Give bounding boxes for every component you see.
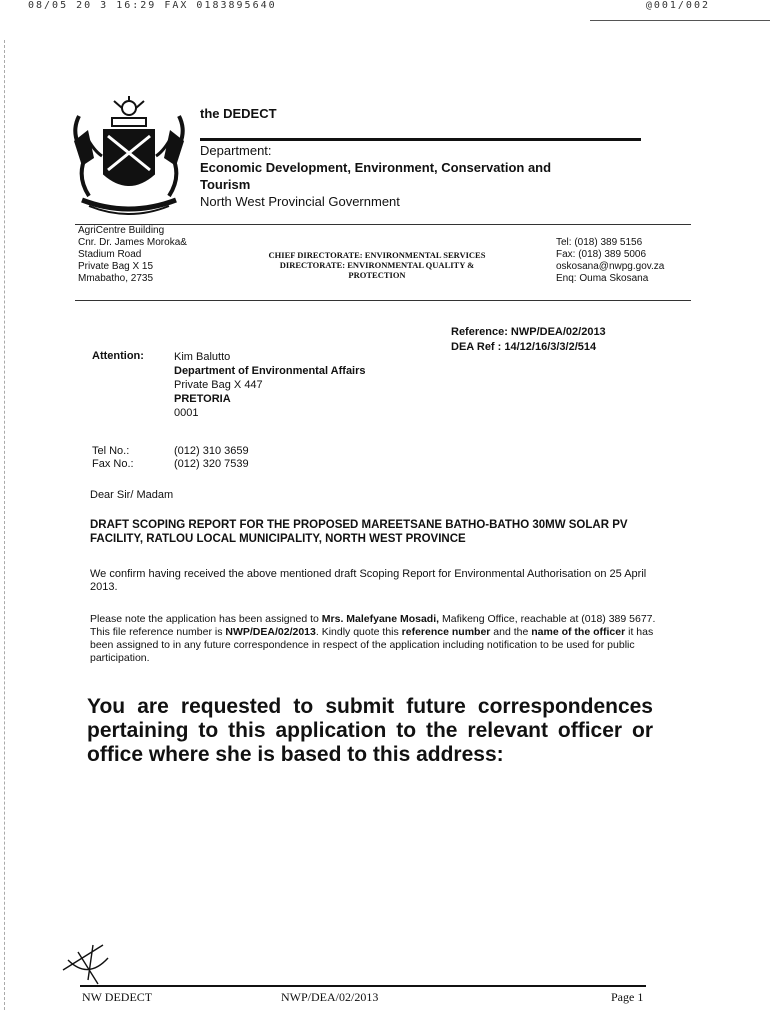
para-text: it has been assigned to in any future correspondence in respect of the application including notification to be used for public participation.	[90, 626, 654, 664]
address-bottom-rule	[75, 300, 691, 301]
notice-text: You are requested to submit future correspondences pertaining to this application to the relevant officer or office where she is based to this address:	[87, 695, 653, 766]
footer-reference: NWP/DEA/02/2013	[281, 990, 379, 1004]
fax-header-right: @001/002	[645, 0, 710, 11]
directorate-line: CHIEF DIRECTORATE: ENVIRONMENTAL SERVICES	[268, 250, 486, 260]
salutation: Dear Sir/ Madam	[90, 489, 174, 501]
attention-label: Attention:	[92, 350, 144, 362]
recipient-code: 0001	[174, 407, 199, 419]
postal-address	[78, 225, 187, 285]
fax-header-rule	[590, 20, 770, 21]
recipient-block	[174, 350, 366, 420]
contact-block	[556, 237, 664, 285]
coat-of-arms-icon	[64, 96, 194, 222]
recipient-name: Kim Balutto	[174, 351, 231, 363]
reference-number: Reference: NWP/DEA/02/2013	[451, 326, 606, 338]
contact-tel: Tel: (018) 389 5156	[556, 237, 643, 248]
contact-email: oskosana@nwpg.gov.za	[556, 261, 665, 272]
header-rule	[200, 138, 641, 141]
fax-label: Fax No.:	[92, 458, 134, 470]
recipient-department: Department of Environmental Affairs	[174, 365, 366, 377]
directorate-line: PROTECTION	[348, 270, 406, 280]
contact-enquiries: Enq: Ouma Skosana	[556, 273, 649, 284]
dea-reference: DEA Ref : 14/12/16/3/3/2/514	[451, 341, 597, 353]
para-text: Mafikeng Office, reachable at (018) 389 5677. This file reference number is	[90, 613, 656, 638]
government-name: North West Provincial Government	[200, 194, 400, 209]
recipient-city: PRETORIA	[174, 393, 231, 405]
officer-name: Mrs. Malefyane Mosadi,	[321, 613, 440, 625]
para-emphasis: reference number	[401, 626, 491, 638]
contact-fax: Fax: (018) 389 5006	[556, 249, 647, 260]
fax-value: (012) 320 7539	[174, 458, 249, 470]
page-number: Page 1	[611, 990, 644, 1004]
directorate-block	[232, 250, 522, 280]
address-line: Cnr. Dr. James Moroka&	[78, 237, 187, 248]
department-label: Department:	[200, 143, 272, 158]
para-text: and the	[490, 626, 532, 638]
department-name-1: Economic Development, Environment, Conservation and	[200, 160, 552, 175]
fax-header-left: 08/05 20 3 16:29 FAX 0183895640	[28, 0, 277, 11]
paragraph-receipt: We confirm having received the above mentioned draft Scoping Report for Environmental Authorisation on 25 April 2013.	[90, 568, 647, 593]
tel-label: Tel No.:	[92, 445, 130, 457]
address-line: Mmabatho, 2735	[78, 273, 154, 284]
footer-org: NW DEDECT	[82, 990, 153, 1004]
para-text: Please note the application has been assigned to	[90, 613, 322, 625]
subject-line: DRAFT SCOPING REPORT FOR THE PROPOSED MAREETSANE BATHO-BATHO 30MW SOLAR PV FACILITY, RATLOU LOCAL MUNICIPALITY, NORTH WEST PROVINCE	[90, 519, 628, 545]
department-name-2: Tourism	[200, 177, 251, 192]
signature-icon	[58, 940, 118, 986]
file-reference: NWP/DEA/02/2013	[225, 626, 316, 638]
address-line: AgriCentre Building	[78, 225, 165, 236]
phone-values	[174, 445, 249, 471]
org-name: the DEDECT	[200, 106, 277, 121]
department-block	[200, 142, 551, 210]
para-text: . Kindly quote this	[315, 626, 402, 638]
para-emphasis: name of the officer	[531, 626, 626, 638]
directorate-line: DIRECTORATE: ENVIRONMENTAL QUALITY &	[279, 260, 475, 270]
reference-block	[451, 325, 606, 355]
scan-edge	[4, 40, 6, 1010]
address-line: Stadium Road	[78, 249, 142, 260]
address-line: Private Bag X 15	[78, 261, 154, 272]
paragraph-assignment	[90, 613, 670, 665]
recipient-bag: Private Bag X 447	[174, 379, 263, 391]
phone-labels	[92, 445, 134, 471]
tel-value: (012) 310 3659	[174, 445, 249, 457]
footer-rule	[80, 985, 646, 987]
